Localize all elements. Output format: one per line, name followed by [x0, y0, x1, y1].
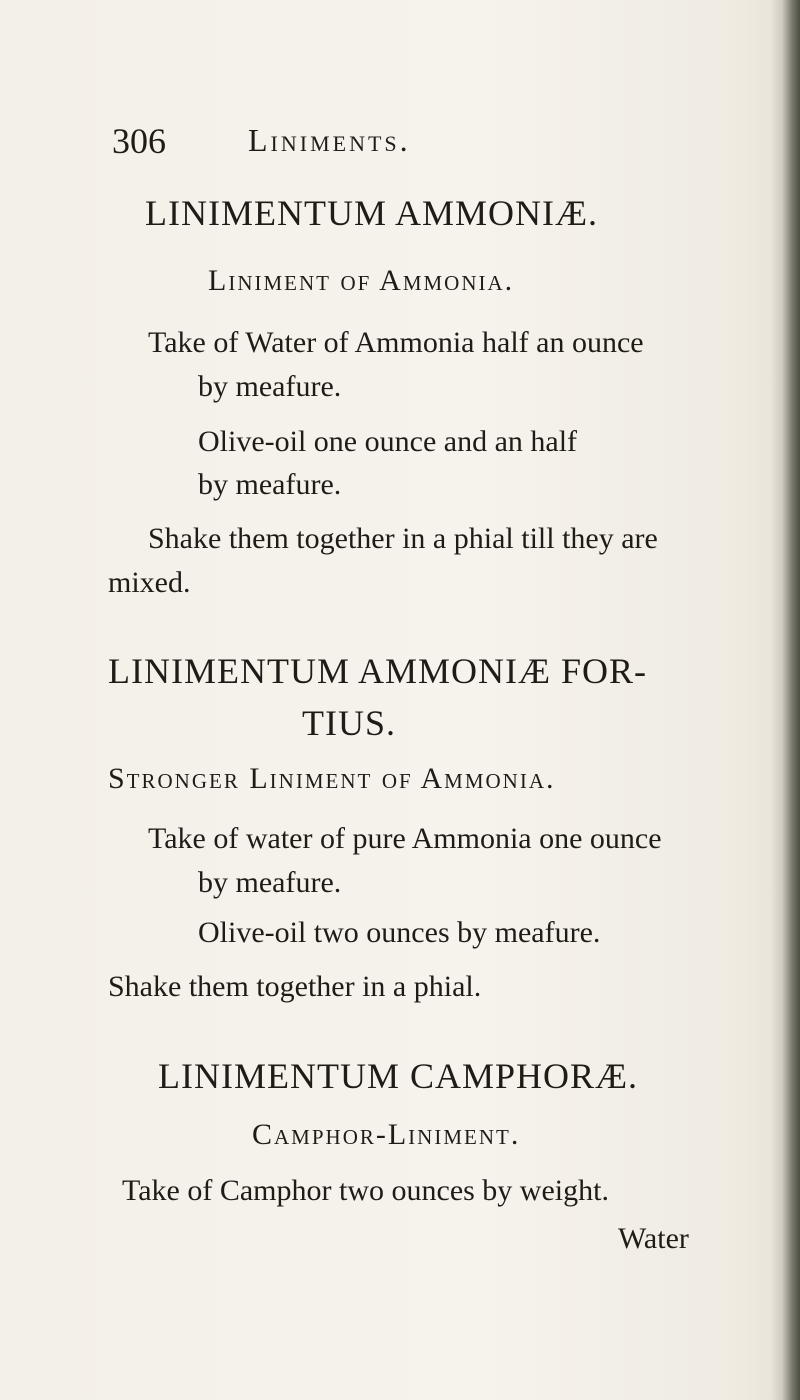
page-edge-shadow — [770, 0, 800, 1400]
section-subtitle-stronger-liniment: Stronger Liniment of Ammonia. — [108, 762, 556, 795]
section-title-continuation: TIUS. — [302, 703, 396, 743]
text-line: by meafure. — [198, 866, 342, 899]
text-line: Take of water of pure Ammonia one ounce — [148, 822, 662, 855]
catchword: Water — [618, 1222, 689, 1255]
section-title-liniment-ammonia-fortius: LINIMENTUM AMMONIÆ FOR- — [108, 651, 648, 691]
text-line: Take of Camphor two ounces by weight. — [122, 1174, 609, 1207]
text-line: mixed. — [108, 566, 191, 599]
section-subtitle-liniment-ammonia: Liniment of Ammonia. — [208, 264, 515, 297]
text-line: Take of Water of Ammonia half an ounce — [148, 326, 644, 359]
section-title-liniment-ammonia: LINIMENTUM AMMONIÆ. — [145, 193, 598, 233]
text-line: Olive-oil two ounces by meafure. — [198, 916, 601, 949]
text-line: Olive-oil one ounce and an half — [198, 425, 578, 458]
text-line: Shake them together in a phial till they are — [148, 522, 658, 555]
text-line: by meafure. — [198, 468, 342, 501]
running-head: Liniments. — [248, 122, 411, 158]
text-line: Shake them together in a phial. — [108, 970, 482, 1003]
page-number: 306 — [112, 121, 166, 161]
text-line: by meafure. — [198, 370, 342, 403]
section-title-liniment-camphor: LINIMENTUM CAMPHORÆ. — [158, 1056, 639, 1096]
section-subtitle-camphor-liniment: Camphor-Liniment. — [252, 1118, 521, 1151]
